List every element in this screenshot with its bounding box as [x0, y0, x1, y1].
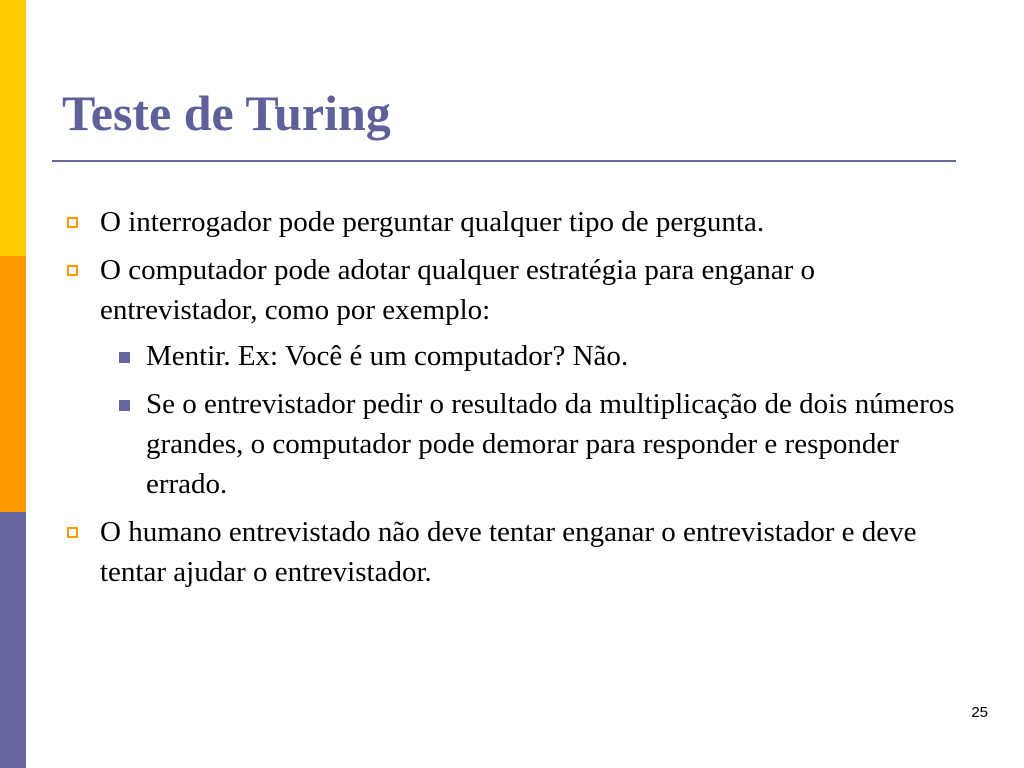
sidebar-purple-segment [0, 512, 26, 768]
sub-bullet-item [62, 336, 962, 376]
bullet-text: O interrogador pode perguntar qualquer tipo de pergunta. [100, 206, 765, 238]
bullet-item [62, 512, 962, 592]
slide-title: Teste de Turing [62, 85, 391, 141]
bullet-text: O computador pode adotar qualquer estratégia para enganar o entrevistador, como por exemplo: [100, 254, 816, 326]
bullet-text: O humano entrevistado não deve tentar enganar o entrevistador e deve tentar ajudar o entrevistador. [100, 516, 917, 588]
bullet-item [62, 202, 962, 242]
filled-square-bullet-icon [119, 352, 130, 363]
hollow-square-bullet-icon [67, 217, 78, 228]
sidebar-yellow-segment [0, 0, 26, 256]
sub-bullet-text: Se o entrevistador pedir o resultado da multiplicação de dois números grandes, o computador pode demorar para responder e responder errado. [146, 388, 955, 500]
hollow-square-bullet-icon [67, 527, 78, 538]
sub-bullet-item [62, 384, 962, 504]
sidebar-orange-segment [0, 256, 26, 512]
title-underline [52, 160, 956, 162]
page-number: 25 [971, 704, 988, 721]
sub-bullet-text: Mentir. Ex: Você é um computador? Não. [146, 340, 629, 372]
slide-content [62, 202, 962, 600]
sub-bullet-list [62, 336, 962, 504]
bullet-item [62, 250, 962, 330]
hollow-square-bullet-icon [67, 265, 78, 276]
filled-square-bullet-icon [119, 400, 130, 411]
